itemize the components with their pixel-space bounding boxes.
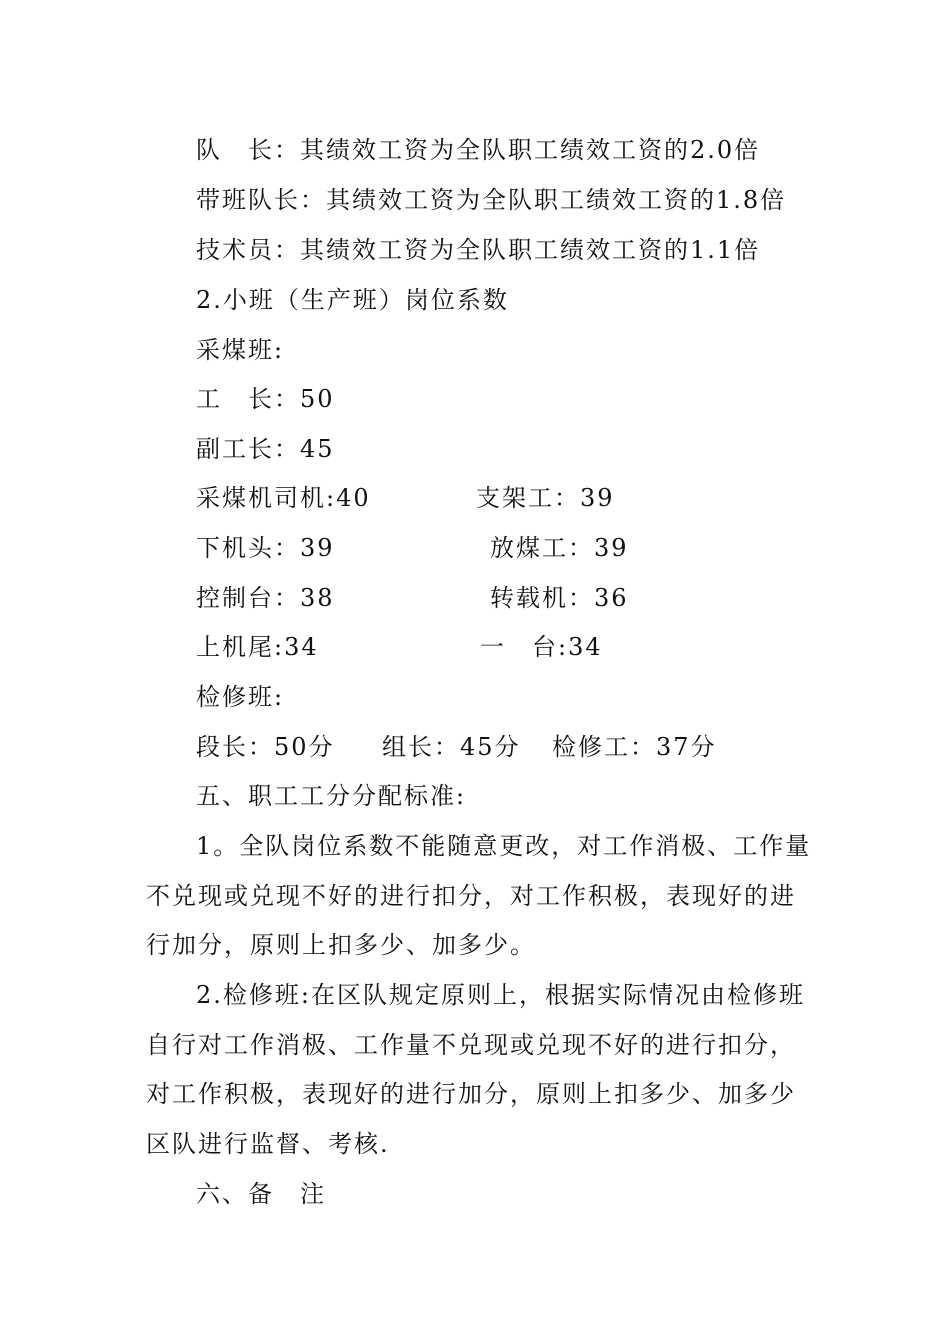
paragraph-1-line-2: 不兑现或兑现不好的进行扣分，对工作积极，表现好的进 (146, 882, 796, 910)
section-heading-coefficients: 2.小班（生产班）岗位系数 (196, 286, 509, 314)
paragraph-2-line-2: 自行对工作消极、工作量不兑现或兑现不好的进行扣分， (146, 1031, 796, 1059)
support-worker-coefficient: 支架工：39 (476, 484, 615, 512)
coal-release-worker-coefficient: 放煤工：39 (490, 534, 629, 562)
paragraph-1-line-3: 行加分，原则上扣多少、加多少。 (146, 931, 536, 959)
shearer-driver-coefficient: 采煤机司机:40 (196, 484, 371, 512)
paragraph-2-line-4: 区队进行监督、考核. (146, 1130, 390, 1158)
maintenance-worker-score: 检修工：37分 (552, 733, 717, 761)
one-station-coefficient: 一 台:34 (480, 633, 603, 661)
paragraph-2-line-1: 2.检修班:在区队规定原则上，根据实际情况由检修班 (196, 981, 805, 1009)
deputy-foreman-coefficient: 副工长：45 (196, 435, 335, 463)
control-desk-coefficient: 控制台：38 (196, 584, 335, 612)
technician-pay-line: 技术员：其绩效工资为全队职工绩效工资的1.1倍 (196, 236, 761, 264)
foreman-coefficient: 工 长：50 (196, 385, 335, 413)
transfer-machine-coefficient: 转载机：36 (490, 584, 629, 612)
group-leader-score: 组长：45分 (382, 733, 521, 761)
section-heading-remarks: 六、备 注 (196, 1180, 326, 1208)
paragraph-2-line-3: 对工作积极，表现好的进行加分，原则上扣多少、加多少 (146, 1080, 796, 1108)
upper-tail-coefficient: 上机尾:34 (196, 633, 319, 661)
leader-pay-line: 队 长：其绩效工资为全队职工绩效工资的2.0倍 (196, 136, 761, 164)
maintenance-shift-label: 检修班: (196, 683, 285, 711)
paragraph-1-line-1: 1。全队岗位系数不能随意更改，对工作消极、工作量 (196, 832, 812, 860)
coal-mining-shift-label: 采煤班: (196, 336, 285, 364)
section-heading-distribution: 五、职工工分分配标准: (196, 782, 467, 810)
shift-leader-pay-line: 带班队长：其绩效工资为全队职工绩效工资的1.8倍 (196, 186, 787, 214)
section-chief-score: 段长：50分 (196, 733, 335, 761)
lower-head-coefficient: 下机头：39 (196, 534, 335, 562)
